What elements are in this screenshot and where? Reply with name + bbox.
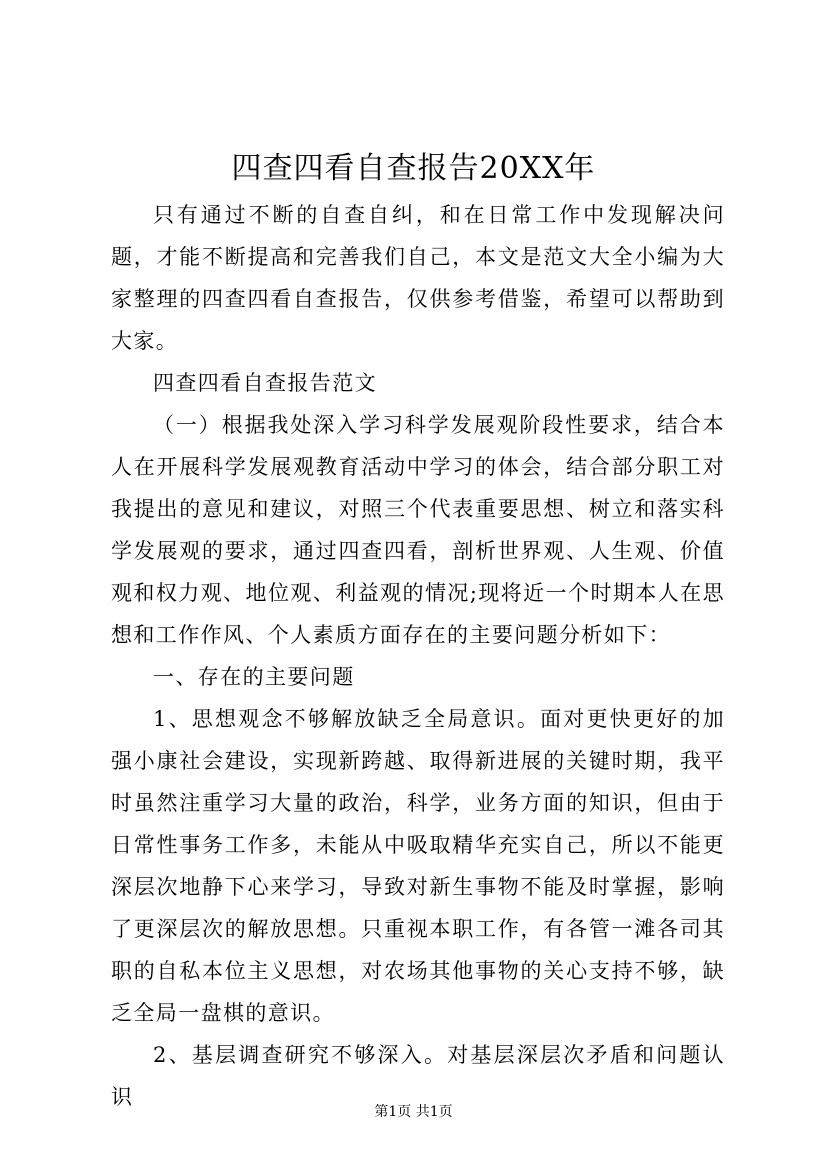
document-title: 四查四看自查报告20XX年: [231, 151, 596, 186]
document-body: [111, 194, 725, 1118]
section-heading: 一、存在的主要问题: [153, 665, 355, 689]
body-paragraph: 2、基层调查研究不够深入。对基层深层次矛盾和问题认识: [111, 1043, 725, 1109]
intro-paragraph: 只有通过不断的自查自纠，和在日常工作中发现解决问题，才能不断提高和完善我们自己，本文是范文大全小编为大家整理的四查四看自查报告，仅供参考借鉴，希望可以帮助到大家。: [111, 203, 725, 353]
page-footer: 第1页 共1页: [374, 1104, 453, 1120]
body-paragraph: （一）根据我处深入学习科学发展观阶段性要求，结合本人在开展科学发展观教育活动中学习的体会，结合部分职工对我提出的意见和建议，对照三个代表重要思想、树立和落实科学发展观的要求，通过四查四看，剖析世界观、人生观、价值观和权力观、地位观、利益观的情况;现将近一个时期本人在思想和工作作风、个人素质方面存在的主要问题分析如下：: [111, 413, 725, 647]
section-heading: 四查四看自查报告范文: [153, 371, 377, 395]
body-paragraph: 1、思想观念不够解放缺乏全局意识。面对更快更好的加强小康社会建设，实现新跨越、取得新进展的关键时期，我平时虽然注重学习大量的政治，科学，业务方面的知识，但由于日常性事务工作多，未能从中吸取精华充实自己，所以不能更深层次地静下心来学习，导致对新生事物不能及时掌握，影响了更深层次的解放思想。只重视本职工作，有各管一滩各司其职的自私本位主义思想，对农场其他事物的关心支持不够，缺乏全局一盘棋的意识。: [111, 707, 725, 1025]
